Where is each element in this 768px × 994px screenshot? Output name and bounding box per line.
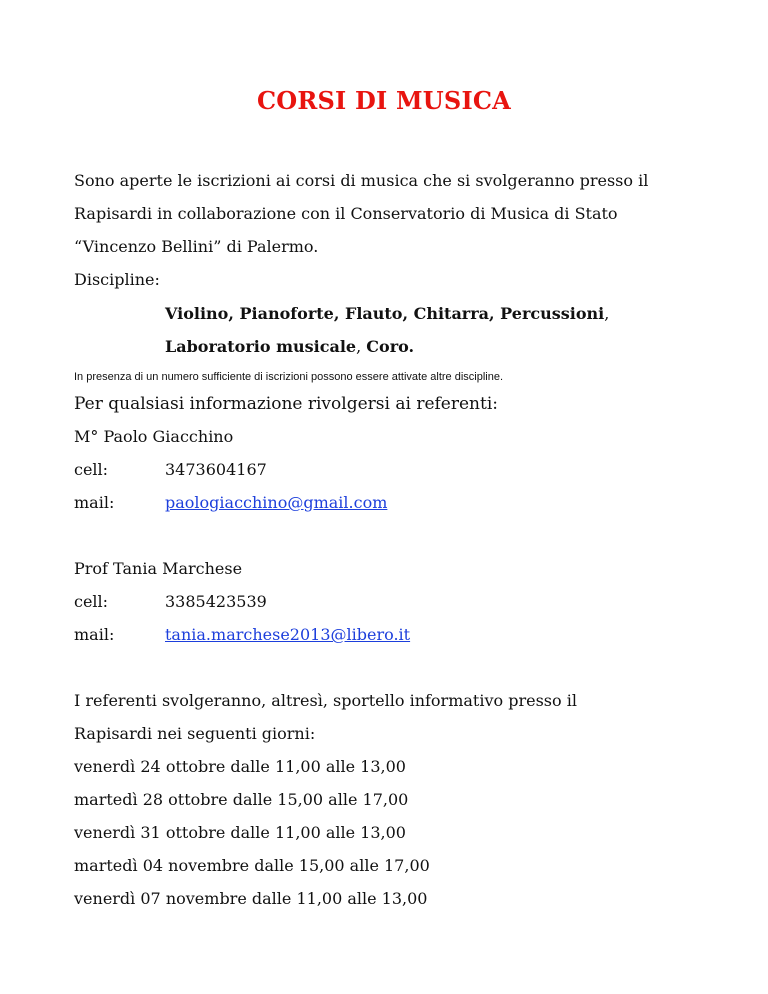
referent-1-email-link[interactable]: paologiacchino@gmail.com bbox=[165, 493, 388, 512]
desk-day-3: venerdì 31 ottobre dalle 11,00 alle 13,00 bbox=[74, 823, 406, 842]
desk-day-4: martedì 04 novembre dalle 15,00 alle 17,00 bbox=[74, 856, 430, 875]
disciplines-list: Violino, Pianoforte, Flauto, Chitarra, Percussioni bbox=[165, 304, 605, 323]
disciplines-comma: , bbox=[604, 304, 610, 323]
referent-2-mail-label: mail: bbox=[74, 625, 115, 644]
referent-2-mail-value bbox=[165, 625, 410, 645]
referent-2-name: Prof Tania Marchese bbox=[74, 559, 243, 578]
referent-1-mail-label: mail: bbox=[74, 493, 115, 512]
disciplines-row-2 bbox=[165, 337, 414, 357]
disciplines-label: Discipline: bbox=[74, 270, 160, 289]
intro-line-2: Rapisardi in collaborazione con il Conservatorio di Musica di Stato bbox=[74, 204, 618, 223]
referent-1-cell-label: cell: bbox=[74, 460, 109, 479]
desk-day-2: martedì 28 ottobre dalle 15,00 alle 17,00 bbox=[74, 790, 409, 809]
referent-2-email-link[interactable]: tania.marchese2013@libero.it bbox=[165, 625, 411, 644]
info-heading: Per qualsiasi informazione rivolgersi ai referenti: bbox=[74, 394, 498, 414]
page-title: CORSI DI MUSICA bbox=[256, 86, 512, 115]
disciplines-row-1 bbox=[165, 304, 609, 324]
referent-1-cell-value: 3473604167 bbox=[165, 460, 267, 479]
disciplines-separator: , bbox=[356, 337, 367, 356]
referent-1-name: M° Paolo Giacchino bbox=[74, 427, 234, 446]
desk-line-1: I referenti svolgeranno, altresì, sportello informativo presso il bbox=[74, 691, 577, 710]
intro-line-3: “Vincenzo Bellini” di Palermo. bbox=[74, 237, 319, 256]
desk-line-2: Rapisardi nei seguenti giorni: bbox=[74, 724, 316, 743]
discipline-laboratorio: Laboratorio musicale bbox=[165, 337, 357, 356]
disciplines-note: In presenza di un numero sufficiente di iscrizioni possono essere attivate altre discipline. bbox=[74, 371, 504, 383]
intro-line-1: Sono aperte le iscrizioni ai corsi di musica che si svolgeranno presso il bbox=[74, 171, 649, 190]
desk-day-1: venerdì 24 ottobre dalle 11,00 alle 13,00 bbox=[74, 757, 406, 776]
desk-day-5: venerdì 07 novembre dalle 11,00 alle 13,00 bbox=[74, 889, 428, 908]
discipline-coro: Coro. bbox=[366, 337, 415, 356]
referent-2-cell-label: cell: bbox=[74, 592, 109, 611]
referent-2-cell-value: 3385423539 bbox=[165, 592, 267, 611]
referent-1-mail-value bbox=[165, 493, 387, 513]
